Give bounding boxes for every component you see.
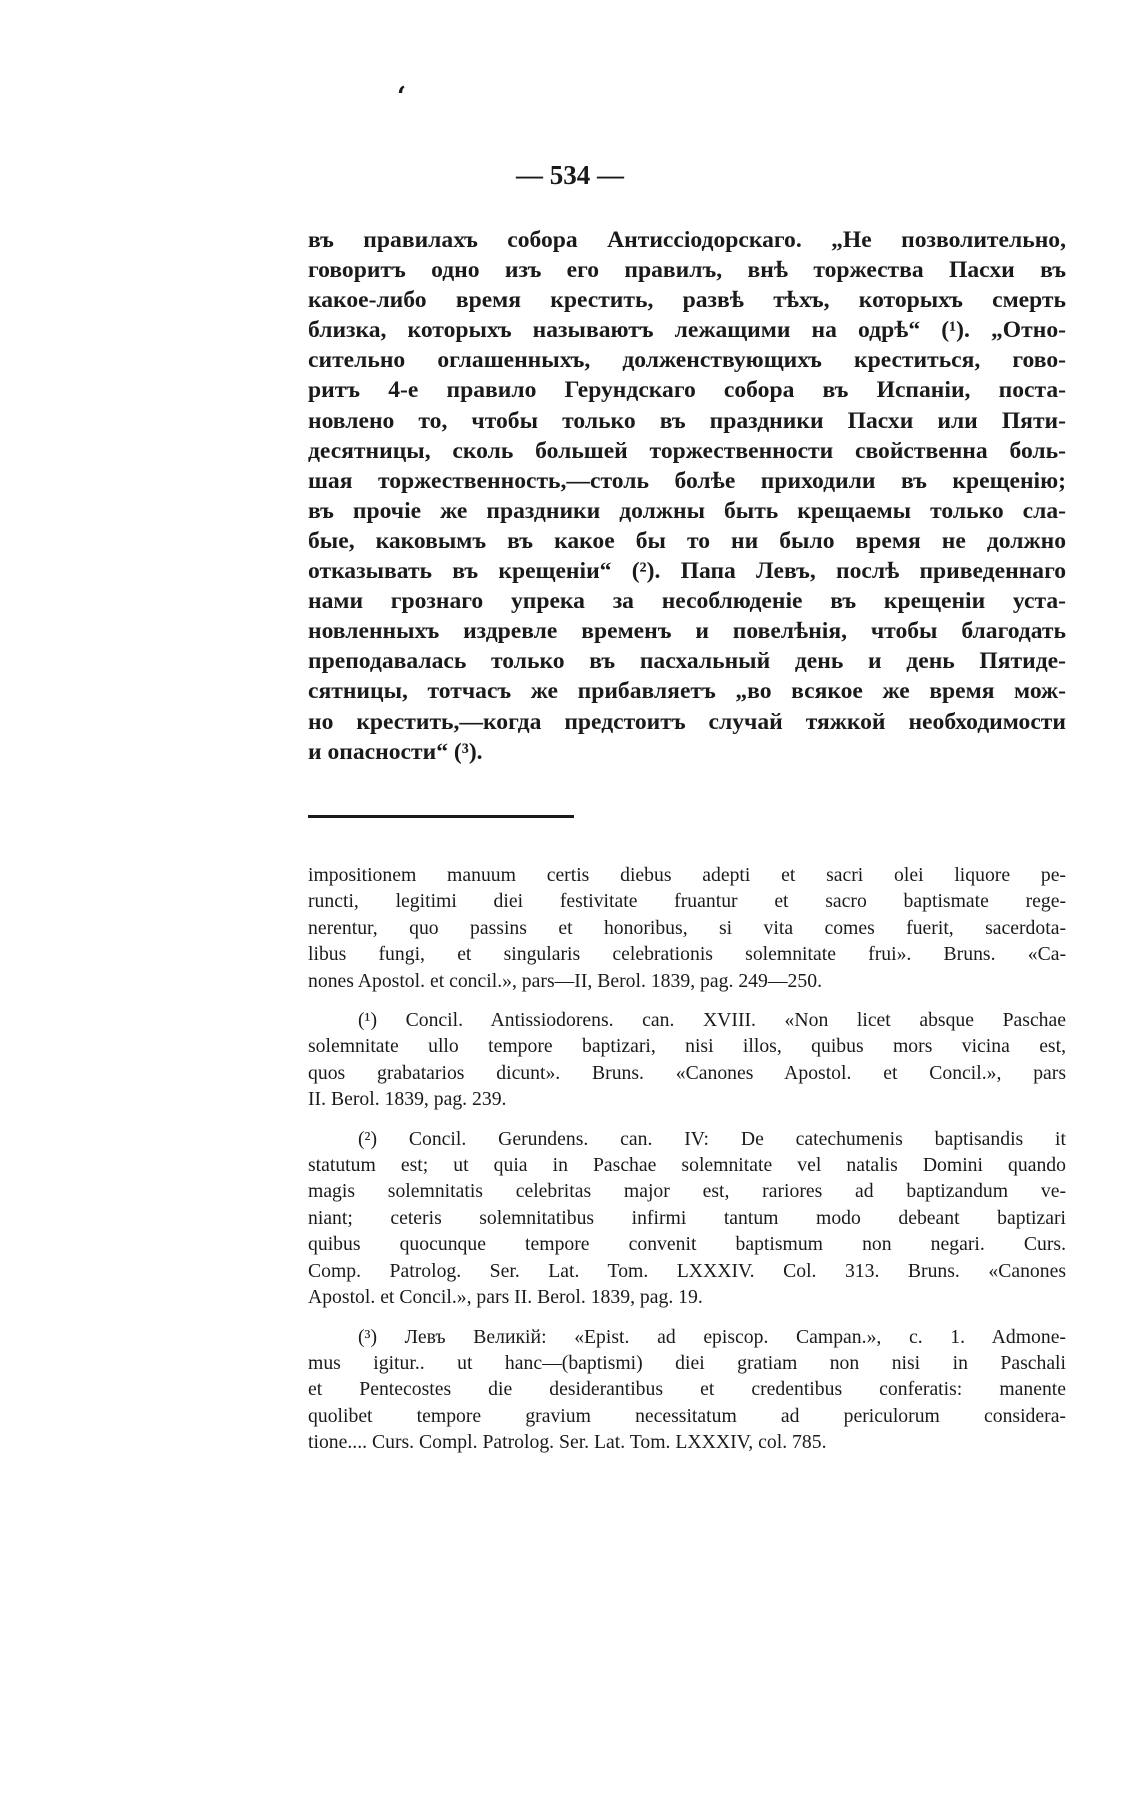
footnote-line: magis solemnitatis celebritas major est, rariores ad baptizandum ve- <box>308 1180 1066 1203</box>
footnote-line: nerentur, quo passins et honoribus, si vita comes fuerit, sacerdota- <box>308 916 1066 939</box>
main-text-line: ритъ 4-е правило Герундскаго собора въ Испаніи, поста- <box>308 377 1066 404</box>
main-text-line: и опасности“ (³). <box>308 738 483 765</box>
footnote-continuation <box>308 862 1066 994</box>
footnote-line: mus igitur.. ut hanc—(baptismi) diei gratiam non nisi in Paschali <box>308 1351 1066 1374</box>
footnote-line: statutum est; ut quia in Paschae solemnitate vel natalis Domini quando <box>308 1154 1066 1177</box>
main-text-line: шая торжественность,—столь болѣе приходили въ крещенію; <box>308 467 1066 494</box>
footnote-line: quolibet tempore gravium necessitatum ad periculorum considera- <box>308 1404 1066 1427</box>
main-text-line: новленныхъ издревле временъ и повелѣнія, чтобы благодать <box>308 618 1066 645</box>
page-number: — 534 — <box>516 160 624 190</box>
footnote-3 <box>308 1324 1066 1456</box>
footnote-line: quos grabatarios dicunt». Bruns. «Canones Apostol. et Concil.», pars <box>308 1061 1066 1084</box>
main-text-line: десятницы, сколь большей торжественности свойственна боль- <box>308 437 1066 464</box>
main-text-line: сительно оглашенныхъ, долженствующихъ креститься, гово- <box>308 347 1066 374</box>
footnote-line: Apostol. et Concil.», pars II. Berol. 1839, pag. 19. <box>308 1286 703 1309</box>
footnote-line: (²) Concil. Gerundens. can. IV: De catechumenis baptisandis it <box>358 1127 1066 1150</box>
footnote-line: impositionem manuum certis diebus adepti et sacri olei liquore pe- <box>308 864 1066 886</box>
main-text-line: какое-либо время крестить, развѣ тѣхъ, которыхъ смерть <box>308 287 1066 314</box>
main-text-line: но крестить,—когда предстоитъ случай тяжкой необходимости <box>308 708 1066 735</box>
footnote-line: (³) Левъ Великій: «Epist. ad episcop. Campan.», c. 1. Admone- <box>358 1325 1066 1348</box>
footnote-2 <box>308 1126 1066 1311</box>
footnotes <box>308 862 1066 1469</box>
footnote-line: libus fungi, et singularis celebrationis solemnitate frui». Bruns. «Ca- <box>308 943 1066 966</box>
main-text-line: новлено то, чтобы только въ праздники Пасхи или Пяти- <box>308 407 1066 434</box>
main-text-line: сятницы, тотчасъ же прибавляетъ „во всякое же время мож- <box>308 678 1066 705</box>
main-text-line: въ правилахъ собора Антиссіодорскаго. „Не позволительно, <box>308 227 1066 253</box>
footnote-separator <box>308 815 574 818</box>
footnote-line: runcti, legitimi diei festivitate fruantur et sacro baptismate rege- <box>308 890 1066 913</box>
footnote-line: (¹) Concil. Antissiodorens. can. XVIII. «Non licet absque Paschae <box>358 1009 1066 1032</box>
footnote-line: niant; ceteris solemnitatibus infirmi tantum modo debeant baptizari <box>308 1206 1066 1229</box>
main-text <box>308 225 1066 767</box>
main-text-line: въ прочіе же праздники должны быть крещаемы только сла- <box>308 497 1066 524</box>
stray-ink-mark: ʻ <box>397 82 407 112</box>
main-text-line: нами грознаго упрека за несоблюденіе въ крещеніи уста- <box>308 588 1066 615</box>
main-text-line: преподавалась только въ пасхальный день и день Пятиде- <box>308 648 1066 675</box>
main-text-line: говоритъ одно изъ его правилъ, внѣ торжества Пасхи въ <box>308 257 1066 284</box>
footnote-1 <box>308 1007 1066 1113</box>
footnote-line: solemnitate ullo tempore baptizari, nisi illos, quibus mors vicina est, <box>308 1035 1066 1058</box>
footnote-line: tione.... Curs. Compl. Patrolog. Ser. Lat. Tom. LXXXIV, col. 785. <box>308 1431 827 1454</box>
footnote-line: quibus quocunque tempore convenit baptismum non negari. Curs. <box>308 1233 1066 1256</box>
main-text-line: бые, каковымъ въ какое бы то ни было время не должно <box>308 527 1066 554</box>
main-text-line: отказывать въ крещеніи“ (²). Папа Левъ, послѣ приведеннаго <box>308 558 1066 585</box>
footnote-line: Comp. Patrolog. Ser. Lat. Tom. LXXXIV. Col. 313. Bruns. «Canones <box>308 1259 1066 1282</box>
footnote-line: nones Apostol. et concil.», pars—II, Berol. 1839, pag. 249—250. <box>308 969 822 992</box>
footnote-line: II. Berol. 1839, pag. 239. <box>308 1088 507 1111</box>
main-text-line: близка, которыхъ называютъ лежащими на одрѣ“ (¹). „Отно- <box>308 317 1066 344</box>
footnote-line: et Pentecostes die desiderantibus et credentibus conferatis: manente <box>308 1378 1066 1401</box>
